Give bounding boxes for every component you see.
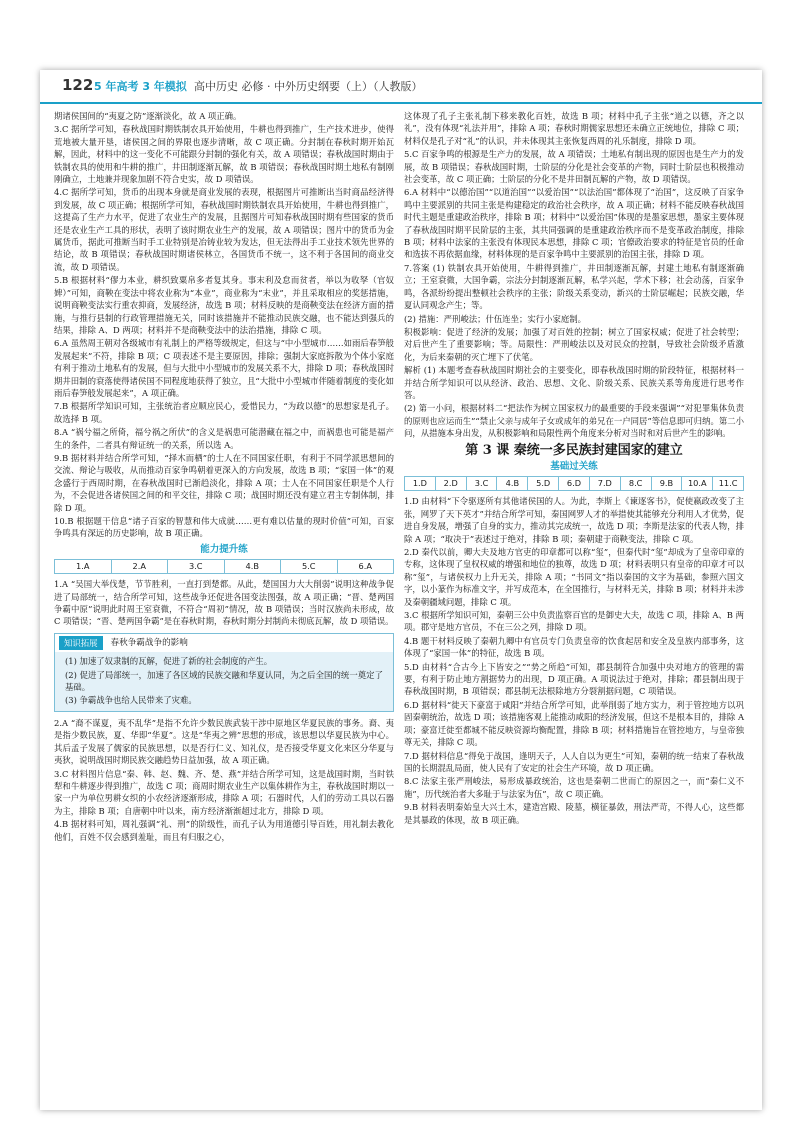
extension-tag: 知识拓展 [59, 636, 103, 650]
answer-cell: 1.D [405, 477, 436, 491]
answer-cell: 1.A [55, 560, 112, 574]
book-page [40, 70, 762, 1110]
answer-paragraph: 这体现了孔子主张礼制下移来教化百姓，故选 B 项；材料中孔子主张“道之以德，齐之以礼”，没有体现“礼法并用”，排除 A 项；春秋时期儒家思想还未确立正统地位，排除 C 项；材料仅是孔子对“礼”的认识，并未体现其主张恢复西周的礼乐制度，排除 D 项。 [404, 111, 744, 146]
answer-cell: 6.D [559, 477, 590, 491]
answer-cell: 8.C [621, 477, 652, 491]
left-column [54, 110, 394, 844]
answer-paragraph: 5.D 由材料“合古今上下皆安之”“势之所趋”可知，郡县制符合加强中央对地方的管理的需要，有利于防止地方割据势力的出现，D 项正确。A 项说法过于绝对，排除；郡县制出现于春秋战国时期，B 项错误；郡县制无法根除地方分裂割据问题，C 项错误。 [404, 661, 744, 697]
answer-paragraph: 10.B 根据题干信息“诸子百家的智慧和伟大成就……更有难以估量的现时价值”可知，百家争鸣具有深远的历史影响，故 B 项正确。 [54, 516, 394, 539]
answer-paragraph: 4.B 据材料可知，周礼强调“礼、刑”的阶级性，而孔子认为用道德引导百姓，用礼制去教化他们，百姓不仅会感到羞耻，而且有归服之心， [54, 819, 394, 842]
answer-paragraph: 解析 (1) 本题考查春秋战国时期社会的主要变化，即春秋战国时期的阶段特征，根据材料一并结合所学知识可以从经济、政治、思想、文化、阶级关系、民族关系等角度进行思考作答。 [404, 365, 744, 400]
answer-cell: 3.C [168, 560, 225, 574]
answer-paragraph: 7.B 根据所学知识可知，主张统治者应顺应民心，爱惜民力，“为政以德”的思想家是孔子。故选择 B 项。 [54, 401, 394, 424]
answer-table [54, 559, 394, 574]
page-header [40, 70, 762, 104]
series-brand: 5 年高考 3 年模拟 [94, 80, 187, 93]
answer-paragraph: 6.A 材料中“以德治国”“以道治国”“以爱治国”“以法治国”都体现了“治国”，这反映了百家争鸣中主要派别的共同主张是构建稳定的政治社会秩序，故 A 项正确；材料不能反映春秋战国时代主题是重建政治秩序，排除 B 项；材料中“以爱治国”体现的是墨家思想，墨家主要体现了春秋战国时期平民阶层的主张，其共同强调的是重建政治秩序而不是变革政治制度，排除 B 项；材料中法家的主张没有体现民本思想，排除 C 项；官僚政治要求的特征是官员的任命和选拔不再依据血缘，材料体现的是百家争鸣中主要派别的治国主张，排除 D 项。 [404, 187, 744, 260]
extension-item: (3) 争霸战争也给人民带来了灾难。 [65, 695, 197, 706]
answer-paragraph: 4.C 据所学可知，货币的出现本身就是商业发展的表现，根据图片可推断出当时商品经济得到发展，故 C 项正确；根据所学可知，春秋战国时期铁制农具开始使用，牛耕也得到推广，这提高了生产力水平，促进了农业生产的发展，且据图片可知春秋战国时期有些国家的货币还是农业生产工具的形状，表明了该时期农业生产的发展，故 A 项错误；图片中的货币为金属货币，据此可推断当时手工业特别是冶铸业较为发达，但无法得出手工业技术领先世界的结论，故 B 项错误；春秋战国时期诸侯林立，各国货币不统一，这不利于各国间的商业交流，故 D 项错误。 [54, 187, 394, 272]
section-title-basic: 基础过关练 [550, 460, 598, 472]
answer-paragraph: 3.C 根据所学知识可知，秦朝三公中负责监察百官的是御史大夫，故选 C 项，排除 A、B 两项。郡守是地方官员，不在三公之列，排除 D 项。 [404, 610, 744, 633]
extension-title: 春秋争霸战争的影响 [110, 637, 188, 648]
answer-paragraph: 7.D 据材料信息“得免于战国，逢明天子，人人自以为更生”可知，秦朝的统一结束了春秋战国的长期混乱局面，使人民有了安定的社会生产环境，故 D 项正确。 [404, 750, 744, 773]
answer-paragraph: 1.D 由材料“下令驱逐所有其他诸侯国的人。为此，李斯上《谏逐客书》，促使嬴政改变了主张，网罗了天下英才”并结合所学可知，秦国网罗人才的举措使其能够充分利用人才优势，促进自身发展，增强了自身的实力，推动其完成统一，故选 D 项；李斯是法家的代表人物，排除 A 项；“取决于”表述过于绝对，排除 B 项；秦朝建于商鞅变法，排除 C 项。 [404, 496, 744, 544]
answer-cell: 6.A [338, 560, 395, 574]
answer-paragraph: 积极影响：促进了经济的发展；加强了对百姓的控制；树立了国家权威；促进了社会转型；对后世产生了重要影响；等。局限性：严刑峻法以及对民众的控制，导致社会阶级矛盾激化，为后来秦朝的灭亡埋下了伏笔。 [404, 326, 744, 362]
book-title: 高中历史 必修 · 中外历史纲要（上）（人教版） [194, 80, 423, 93]
extension-header [55, 634, 393, 652]
answer-paragraph: 8.A “祸兮福之所倚，福兮祸之所伏”的含义是祸患可能潜藏在福之中，而祸患也可能是福产生的条件，二者具有辩证统一的关系，所以选 A。 [54, 427, 394, 450]
answer-paragraph: 6.D 据材料“徙天下豪富于咸阳”并结合所学可知，此举削弱了地方实力，利于管控地方以巩固秦朝统治，故选 D 项；该措施客观上能推动咸阳的经济发展，但这不是根本目的，排除 A 项；豪富迁徙至都城不能反映资源均衡配置，排除 B 项；材料措施旨在管控地方，与皇帝独尊无关，排除 C 项。 [404, 699, 744, 748]
extension-item: (1) 加速了奴隶制的瓦解，促进了新的社会制度的产生。 [65, 656, 273, 667]
answer-cell: 2.A [112, 560, 169, 574]
answer-paragraph: 3.C 材料图片信息“秦、韩、赵、魏、齐、楚、燕”并结合所学可知，这是战国时期，当时铁犁和牛耕逐步得到推广，故选 C 项；商周时期农业生产以集体耕作为主，春秋战国时期以一家一户为单位男耕女织的小农经济逐渐形成，排除 A 项；石器时代，人们的劳动工具以石器为主，排除 B 项；自唐朝中叶以来，南方经济渐渐超过北方，排除 D 项。 [54, 768, 394, 816]
right-column [404, 110, 744, 827]
answer-paragraph: (2) 措施：严刑峻法；什伍连坐；实行小家庭制。 [404, 313, 587, 324]
answer-cell: 7.D [590, 477, 621, 491]
answer-paragraph: (2) 第一小问，根据材料二“把法作为树立国家权力的最重要的手段来强调”“对犯罪集体负责的原则也应运而生”“禁止父亲与成年子女或成年的弟兄在一户同居”等信息即可归纳。第二小问，从措施本身出发，从积极影响和局限性两个角度来分析对当时和对后世产生的影响。 [404, 403, 744, 439]
knowledge-extension-box [54, 633, 394, 712]
section-title-ability: 能力提升练 [200, 543, 248, 555]
extension-item: (2) 促进了局部统一，加速了各区域的民族交融和华夏认同，为之后全国的统一奠定了基础。 [65, 669, 383, 693]
answer-paragraph: 1.A “吴国大举伐楚，节节胜利，一直打到楚都。从此，楚国国力大大削弱”说明这种战争促进了局部统一，结合所学可知，这些战争还促进各国变法图强，故 A 项正确；“晋、楚两国争霸中原”说明此时周王室衰微，不符合“周初”情况，故 B 项错误；当时汉族尚未形成，故 C 项错误；“晋、楚两国争霸”是在春秋时期，春秋时期分封制尚未彻底瓦解，故 D 项错误。 [54, 579, 394, 627]
answer-cell: 5.D [528, 477, 559, 491]
answer-paragraph: 2.D 秦代以前，卿大夫及地方官吏的印章都可以称“玺”，但秦代时“玺”却成为了皇帝印章的专称，这体现了皇权权威的增强和地位的独尊，故选 D 项；材料表明只有皇帝的印章才可以称“玺”，与诸侯权力上升无关，排除 A 项；“书同文”指以秦国的文字为基础，参照六国文字，以小篆作为标准文字，并写成范本，在全国推行，与材料无关，排除 B 项；材料并未涉及秦朝疆域问题，排除 C 项。 [404, 547, 744, 607]
page-number: 122 [62, 76, 94, 94]
answer-paragraph: 7.答案 (1) 铁制农具开始使用，牛耕得到推广，井田制逐渐瓦解，封建土地私有制逐渐确立；王室衰微，大国争霸，宗法分封制逐渐瓦解，私学兴起，学术下移；社会动荡，百家争鸣，各派纷纷提出整顿社会秩序的主张；阶级关系变动，新兴的士阶层崛起；民族交融，华夏认同观念产生；等。 [404, 262, 744, 311]
answer-cell: 9.B [652, 477, 683, 491]
answer-paragraph: 9.B 据材料并结合所学可知，“择木而栖”的士人在不同国家任职，有利于不同学派思想间的交流、辩论与吸收，从而推动百家争鸣朝着更深入的方向发展，故选 B 项；“家国一体”的观念盛行于西周时期，在春秋战国时已渐趋淡化，排除 A 项；士人在不同国家任职是个人行为，不会促进各诸侯国之间的和平交往，排除 C 项；战国时期还没有建立君主专制体制，排除 D 项。 [54, 452, 394, 513]
answer-paragraph: 9.B 材料表明秦始皇大兴土木，建造宫殿、陵墓，横征暴敛，刑法严苛，不得人心，这些都是其暴政的体现，故 B 项正确。 [404, 802, 744, 825]
answer-paragraph: 4.B 题干材料反映了秦朝九卿中有官员专门负责皇帝的饮食起居和安全及皇族内部事务，这体现了“家国一体”的特征，故选 B 项。 [404, 635, 744, 659]
answer-cell: 5.C [281, 560, 338, 574]
answer-cell: 10.A [682, 477, 713, 491]
chapter-title: 第 3 课 秦统一多民族封建国家的建立 [465, 442, 683, 458]
answer-paragraph: 5.B 根据材料“僇力本业，耕织致粟帛多者复其身。事末利及怠而贫者，举以为收孥（官奴婢）”可知，商鞅在变法中将农业称为“本业”，商业称为“末业”，并且采取相应的奖惩措施，说明商鞅变法实行重农抑商，发展经济，故选 B 项；材料反映的是商鞅变法在经济方面的措施，与推行县制的行政管理措施无关，同时该措施并不能推动民族交融，也不能达到强兵的结果，排除 A、D 两项；材料并不是商鞅变法中的法治措施，排除 C 项。 [54, 275, 394, 335]
answer-cell: 3.C [467, 477, 498, 491]
answer-table [404, 476, 744, 491]
answer-paragraph: 5.C 百家争鸣的根源是生产力的发展，故 A 项错误；土地私有制出现的原因也是生产力的发展，故 B 项错误；春秋战国时期，士阶层的分化是社会变革的产物，同时士阶层也积极推动社会变革，故 C 项正确；士阶层的分化不是井田制瓦解的产物，故 D 项错误。 [404, 149, 744, 185]
answer-cell: 4.B [225, 560, 282, 574]
answer-cell: 4.B [497, 477, 528, 491]
answer-paragraph: 8.C 法家主张严刑峻法，易形成暴政统治，这也是秦朝二世而亡的原因之一，而“秦仁义不施”，历代统治者大多耻于与法家为伍”，故 C 项正确。 [404, 776, 744, 799]
answer-paragraph: 3.C 据所学可知，春秋战国时期铁制农具开始使用，牛耕也得到推广，生产技术进步，使得荒地被大量开垦，诸侯国之间的界限也逐步清晰，故 C 项正确。分封制在春秋时期开始瓦解，因此，材料中的这一变化不可能跟分封制的强化有关，故 A 项错误；春秋战国时期由于铁制农具的使用和牛耕的推广，井田制逐渐瓦解，故 B 项错误；春秋战国时期土地私有制刚刚确立，土地兼并现象加剧不符合史实，故 D 项错误。 [54, 124, 394, 185]
answer-cell: 2.D [436, 477, 467, 491]
answer-paragraph: 2.A “裔不谋夏，夷不乱华”是指不允许少数民族武装干涉中原地区华夏民族的事务。裔、夷是指少数民族，夏、华即“华夏”。这是“华夷之辨”思想的形成，该思想以华夏民族为中心。其后孟子发展了儒家的民族思想，以是否行仁义、知礼仪，是否接受华夏文化来区分华夏与夷狄，说明战国时期民族交融趋势日益加强，故 A 项正确。 [54, 717, 394, 766]
extension-body [55, 652, 393, 711]
answer-paragraph: 期诸侯国间的“夷夏之防”逐渐淡化，故 A 项正确。 [54, 111, 242, 121]
answer-paragraph: 6.A 虽然周王朝对各级城市有礼制上的严格等级规定，但这与“中小型城市……如雨后春笋般发展起来”不符，排除 B 项；C 项表述不是主要原因，排除；强制大家庭拆散为个体小家庭有利于推动土地私有的发展，但与大批中小型城市的发展关系不大，排除 D 项；春秋战国时期井田制的衰落使得诸侯国不同程度地获得了独立，且“大批中小型城市伴随着制度的变化如雨后春笋般发展起来”，A 项正确。 [54, 338, 394, 398]
answer-cell: 11.C [713, 477, 744, 491]
